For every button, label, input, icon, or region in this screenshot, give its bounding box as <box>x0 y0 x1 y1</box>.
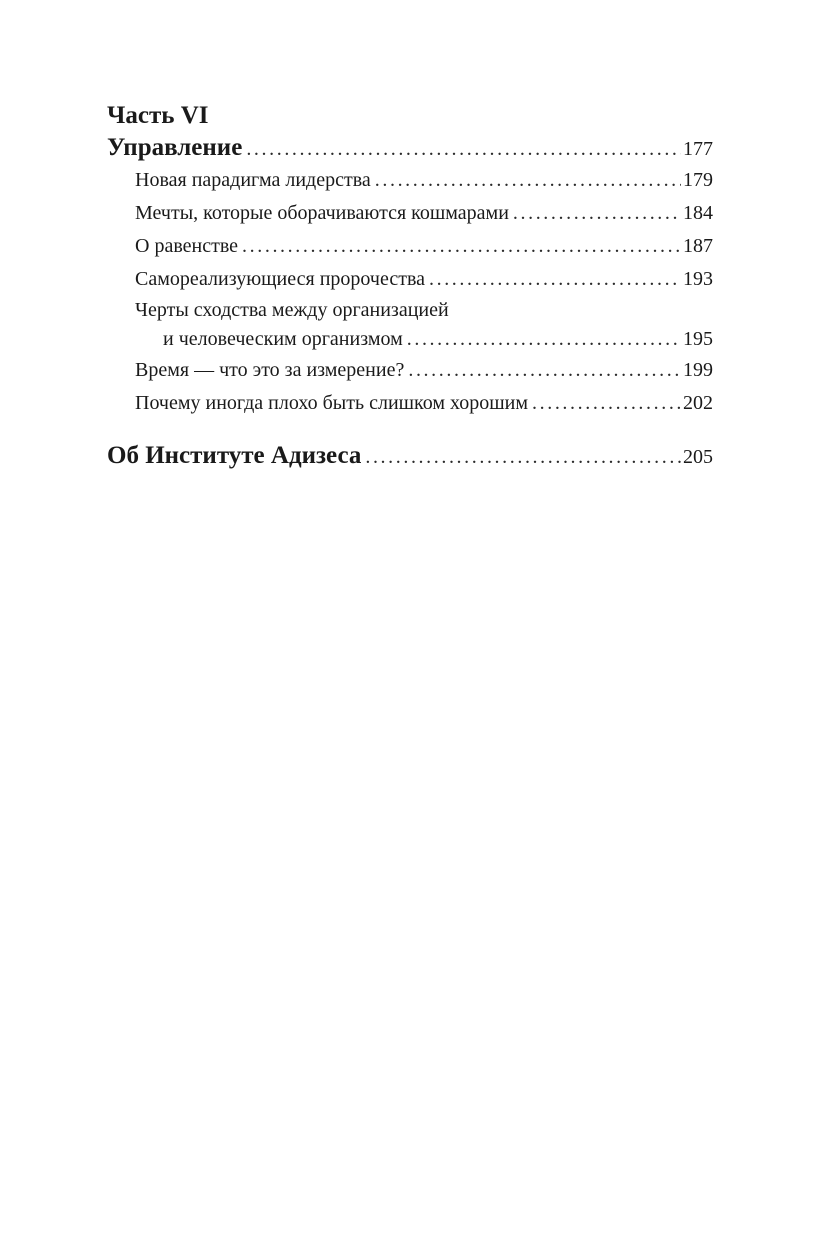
page-number: 179 <box>683 169 713 191</box>
dot-leader <box>407 324 681 354</box>
toc-entry[interactable] <box>107 164 713 197</box>
toc-entry[interactable] <box>107 263 713 296</box>
part-label: Часть VI <box>107 102 209 129</box>
page-number: 199 <box>683 359 713 381</box>
entry-title-line1: Черты сходства между организацией <box>135 299 449 321</box>
table-of-contents <box>107 100 713 472</box>
page-number: 205 <box>683 446 713 468</box>
entry-title: Почему иногда плохо быть слишком хорошим <box>135 392 529 414</box>
page-number: 193 <box>683 268 713 290</box>
toc-entry[interactable] <box>107 197 713 230</box>
toc-entry-multiline[interactable] <box>107 296 713 354</box>
toc-entry[interactable] <box>107 387 713 420</box>
dot-leader <box>375 164 681 197</box>
section-title: Об Институте Адизеса <box>107 442 362 469</box>
page-number: 195 <box>683 328 713 350</box>
page-number: 184 <box>683 202 713 224</box>
entry-title: Мечты, которые оборачиваются кошмарами <box>135 202 509 224</box>
entry-title: О равенстве <box>135 235 239 257</box>
section-entry-appendix[interactable] <box>107 440 713 472</box>
page-number: 177 <box>683 138 713 160</box>
entry-title: Самореализующиеся пророчества <box>135 268 425 290</box>
entry-title: Новая парадигма лидерства <box>135 169 371 191</box>
spacer <box>107 420 713 440</box>
dot-leader <box>246 133 681 165</box>
toc-entry[interactable] <box>107 230 713 263</box>
dot-leader <box>532 387 681 420</box>
page-number: 202 <box>683 392 713 414</box>
page-number: 187 <box>683 235 713 257</box>
dot-leader <box>242 230 681 263</box>
toc-entry[interactable] <box>107 354 713 387</box>
dot-leader <box>429 263 681 296</box>
section-title: Управление <box>107 134 243 161</box>
entry-title: Время — что это за измерение? <box>135 359 405 381</box>
dot-leader <box>365 441 681 473</box>
dot-leader <box>408 354 681 387</box>
entry-title-line2: и человеческим организмом <box>163 328 403 350</box>
section-entry-management[interactable] <box>107 132 713 164</box>
dot-leader <box>513 197 681 230</box>
